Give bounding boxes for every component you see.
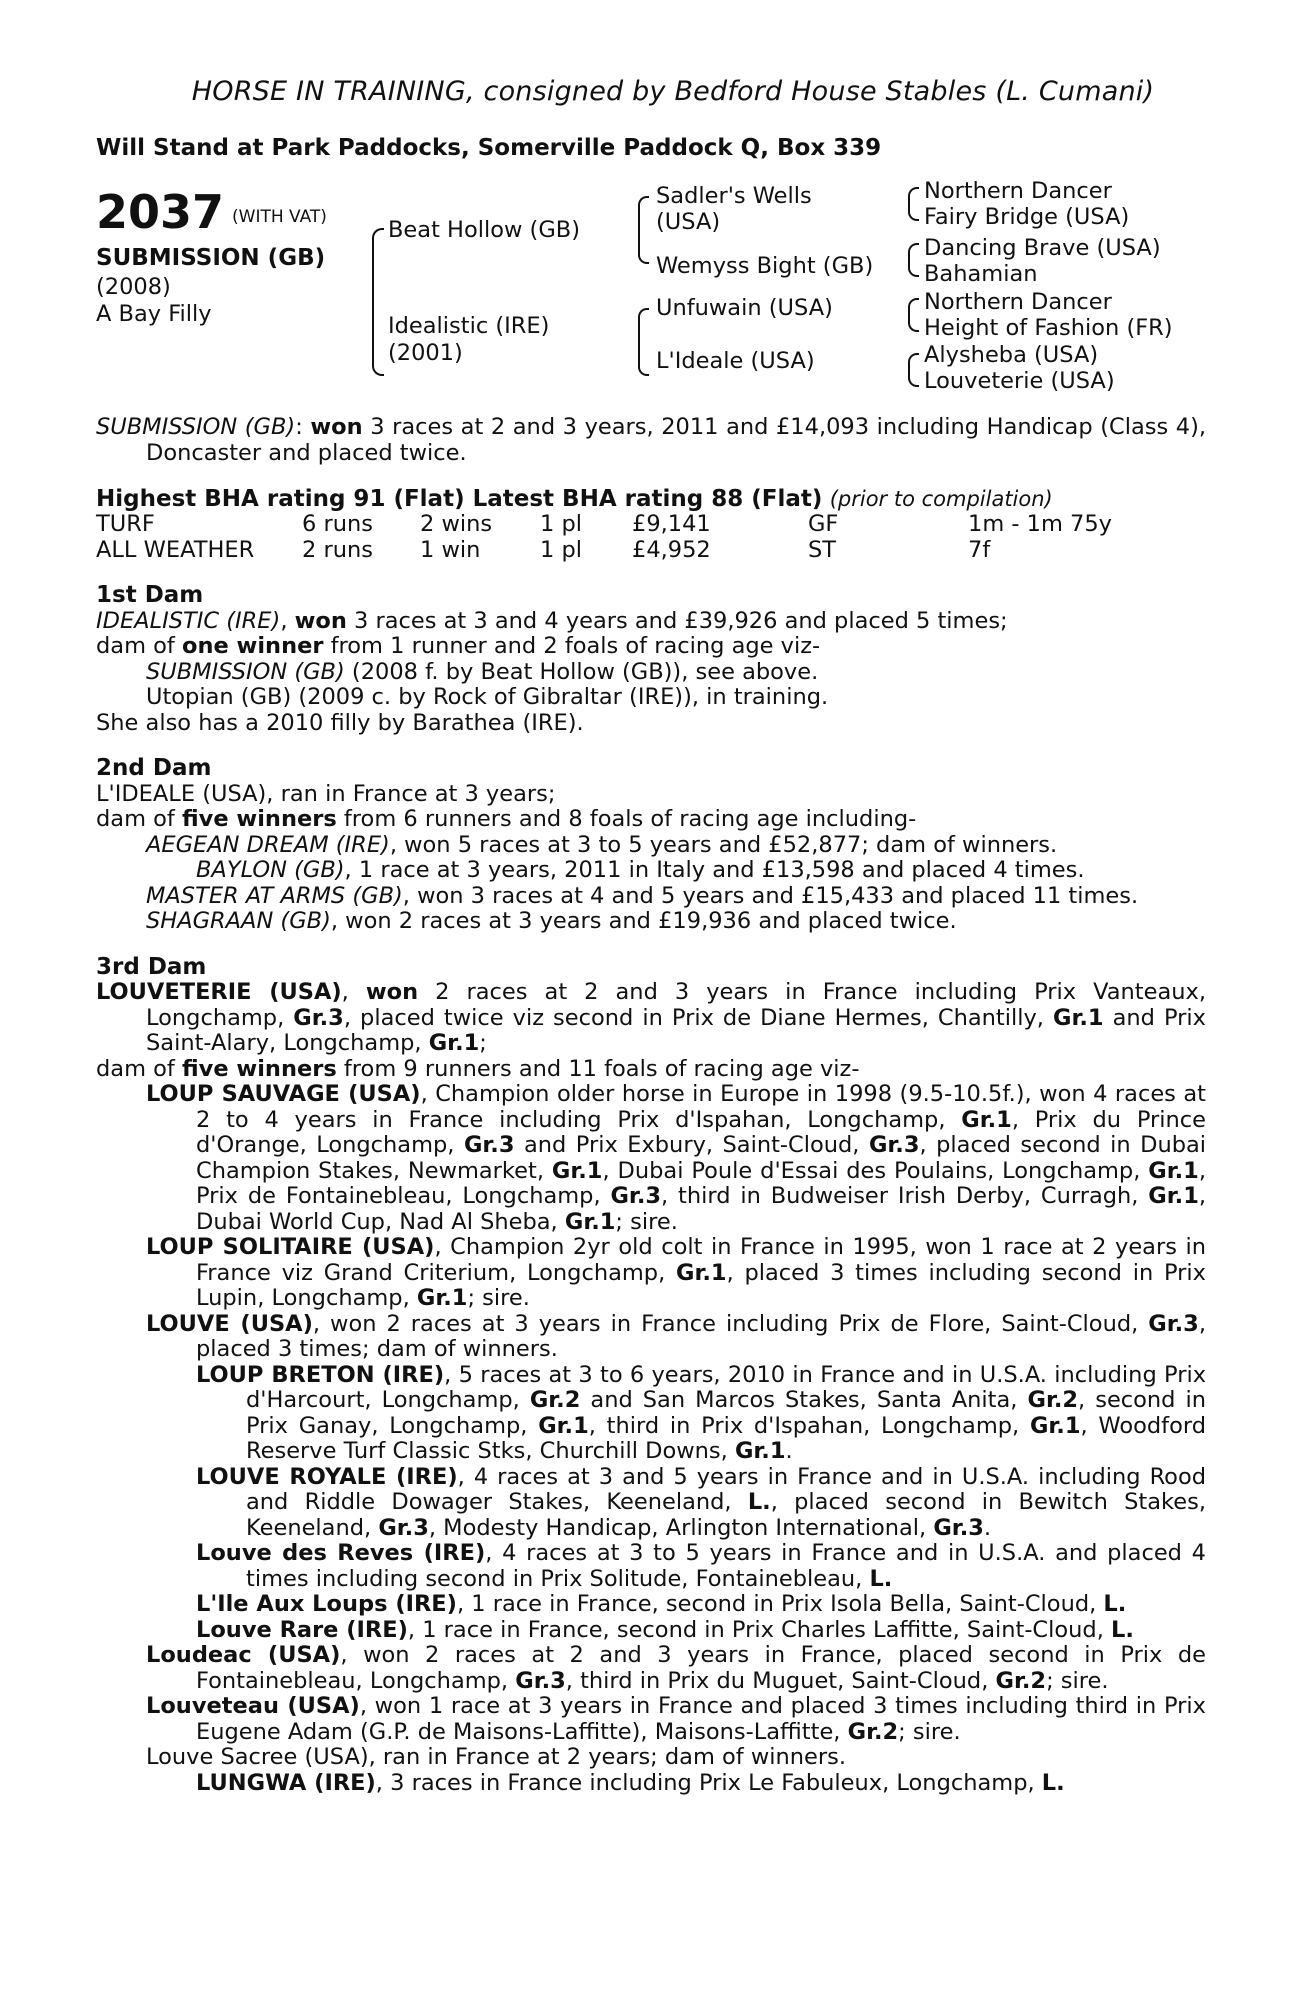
record-text: ; <box>479 1030 487 1056</box>
pedigree-dam-year: (2001) <box>388 340 463 366</box>
produce-text: , Champion older horse in Europe in 1998 (9.5-10.5f.), won 4 races at 2 to 4 years in France including Prix d'Ispahan, Longchamp, <box>196 1081 1206 1133</box>
grade-label: L. <box>1103 1591 1127 1617</box>
pedigree-brace-g4 <box>908 353 919 387</box>
rating-surface: TURF <box>96 511 155 537</box>
grade-label: Gr.3 <box>1148 1310 1199 1337</box>
grade-label: Gr.1 <box>551 1157 603 1184</box>
ratings-heading: Highest BHA rating 91 (Flat) Latest BHA rating 88 (Flat) <box>96 486 823 512</box>
third-dam-name: LOUVETERIE (USA) <box>96 979 342 1005</box>
summary-won: won <box>310 414 363 440</box>
produce-name: Louveteau (USA) <box>146 1693 360 1719</box>
pedigree-sire-sire-2: (USA) <box>656 209 721 235</box>
produce-text: , won 1 race at 3 years in France and placed 3 times including third in Prix Eugene Adam (G.P. de Maisons-Laffitte), Maisons-Laffitte, <box>196 1693 1206 1745</box>
ratings-section <box>96 486 1206 563</box>
foal-text: (2008 f. by Beat Hollow (GB)), see above. <box>351 658 819 685</box>
produce-text: , Prix du Prince d'Orange, Longchamp, <box>196 1106 1206 1158</box>
third-dam-winners: five winners <box>181 1055 337 1082</box>
grade-label: Gr.1 <box>1053 1004 1104 1031</box>
summary-paragraph: SUBMISSION (GB): won 3 races at 2 and 3 years, 2011 and £14,093 including Handicap (Class 4), Doncaster and placed twice. <box>96 414 1207 466</box>
pedigree-brace-g2 <box>908 243 919 277</box>
produce-text: , Prix de Fontainebleau, Longchamp, <box>196 1157 1206 1209</box>
produce-text: , won 3 races at 4 and 5 years and £15,433 and placed 11 times. <box>402 882 1139 909</box>
pedigree-g2: Fairy Bridge (USA) <box>924 204 1130 230</box>
rating-runs: 2 runs <box>302 536 373 563</box>
pedigree-sire-dam: Wemyss Bight (GB) <box>656 253 874 279</box>
produce-text: ; sire. <box>467 1285 530 1311</box>
stand-location: Will Stand at Park Paddocks, Somerville Paddock Q, Box 339 <box>96 135 882 161</box>
produce-text: , 1 race at 3 years, 2011 in Italy and £13,598 and placed 4 times. <box>344 857 1085 883</box>
first-dam-also: She also has a 2010 filly by Barathea (IRE). <box>96 709 584 736</box>
grade-label: Gr.3 <box>868 1132 920 1158</box>
produce-louve-rare <box>96 1618 1206 1644</box>
lot-year: (2008) <box>96 274 171 300</box>
first-dam-heading: 1st Dam <box>96 582 204 608</box>
produce-louve <box>96 1312 1206 1363</box>
produce-text: , 5 races at 3 to 6 years, 2010 in France and in U.S.A. including Prix d'Harcourt, Longchamp, <box>246 1361 1207 1413</box>
ratings-note: (prior to compilation) <box>829 487 1053 511</box>
second-dam-winners: five winners <box>181 806 337 832</box>
rating-prize: £4,952 <box>632 536 711 563</box>
pedigree-dam-name: Idealistic (IRE) <box>388 313 550 339</box>
third-dam-record: LOUVETERIE (USA), won 2 races at 2 and 3 years in France including Prix Vanteaux, Longchamp, Gr.3, placed twice viz second in Prix de Diane Hermes, Chantilly, Gr.1 and Prix Saint-Alary, Longchamp, Gr.1; <box>96 979 1206 1056</box>
produce-name: LOUP BRETON (IRE) <box>196 1361 445 1388</box>
page-title: HORSE IN TRAINING, consigned by Bedford House Stables (L. Cumani) <box>191 76 1155 107</box>
rating-distance: 7f <box>968 536 991 563</box>
grade-label: Gr.2 <box>1027 1387 1079 1413</box>
rating-wins: 2 wins <box>420 511 493 537</box>
rating-runs: 6 runs <box>302 511 373 537</box>
grade-label: Gr.2 <box>847 1718 899 1745</box>
produce-name: LOUP SAUVAGE (USA) <box>146 1081 421 1107</box>
record-text: 2 races at 2 and 3 years in France including Prix Vanteaux, Longchamp, <box>146 979 1206 1031</box>
grade-label: L. <box>1041 1769 1065 1796</box>
grade-label: Gr.1 <box>676 1259 727 1286</box>
produce-text: ; sire. <box>615 1208 678 1235</box>
summary-horse-name: SUBMISSION (GB) <box>96 414 296 440</box>
pedigree-dam-sire: Unfuwain (USA) <box>656 295 833 321</box>
pedigree-brace-sire <box>638 196 649 264</box>
grade-label: Gr.2 <box>995 1667 1047 1694</box>
grade-label: Gr.1 <box>734 1438 786 1464</box>
pedigree-g6: Height of Fashion (FR) <box>924 315 1173 341</box>
pedigree-g3: Dancing Brave (USA) <box>924 235 1161 261</box>
grade-label: Gr.1 <box>416 1285 468 1311</box>
pedigree-dam-dam: L'Ideale (USA) <box>656 348 815 374</box>
produce-text: . <box>785 1438 793 1464</box>
grade-label: Gr.1 <box>961 1106 1012 1133</box>
rating-going: ST <box>808 536 837 563</box>
pedigree-brace-main <box>372 228 384 376</box>
produce-text: , won 2 races at 3 years in France including Prix de Flore, Saint-Cloud, <box>312 1310 1139 1337</box>
grade-label: Gr.3 <box>378 1514 429 1541</box>
catalogue-page <box>96 76 1206 1796</box>
produce-text: , placed second in Dubai Champion Stakes, Newmarket, <box>196 1132 1207 1184</box>
grade-label: Gr.1 <box>1029 1412 1081 1439</box>
produce-text: , third in Prix d'Ispahan, Longchamp, <box>588 1412 1020 1439</box>
rating-placed: 1 pl <box>540 536 583 563</box>
rating-wins: 1 win <box>420 536 481 563</box>
pedigree-g7: Alysheba (USA) <box>924 342 1099 368</box>
pedigree-sire: Beat Hollow (GB) <box>388 217 580 243</box>
produce-louveteau <box>96 1694 1206 1745</box>
produce-name: Louve des Reves (IRE) <box>196 1540 486 1566</box>
second-dam-heading: 2nd Dam <box>96 755 212 781</box>
pedigree-g8: Louveterie (USA) <box>924 368 1115 394</box>
pedigree-sire-sire-1: Sadler's Wells <box>656 183 812 209</box>
rating-placed: 1 pl <box>540 511 583 537</box>
produce-name: L'Ile Aux Loups (IRE) <box>196 1591 457 1617</box>
foal-name: SUBMISSION (GB) <box>146 658 345 685</box>
third-dam-section <box>96 955 1206 1797</box>
produce-name: Louve Rare (IRE) <box>196 1616 408 1643</box>
pedigree-g5: Northern Dancer <box>924 289 1112 315</box>
first-dam-won: won <box>294 607 347 634</box>
grade-label: Gr.1 <box>538 1412 589 1439</box>
produce-name: BAYLON (GB) <box>196 857 345 883</box>
first-dam-text: 3 races at 3 and 4 years and £39,926 and placed 5 times; <box>354 607 1008 634</box>
first-dam-dam-of: dam of <box>96 633 175 659</box>
grade-label: Gr.1 <box>564 1208 616 1235</box>
produce-loup-solitaire <box>96 1235 1206 1312</box>
produce-text: and Prix Exbury, Saint-Cloud, <box>523 1132 860 1158</box>
grade-label: Gr.3 <box>515 1667 566 1694</box>
produce-name: MASTER AT ARMS (GB) <box>146 882 403 909</box>
produce-lungwa <box>96 1771 1206 1797</box>
produce-name: LUNGWA (IRE) <box>196 1769 376 1796</box>
produce-text: ; sire. <box>898 1718 961 1745</box>
produce-text: , 1 race in France, second in Prix Charles Laffitte, Saint-Cloud, <box>407 1616 1104 1643</box>
produce-text: , Dubai World Cup, Nad Al Sheba, <box>196 1183 1207 1235</box>
produce-text: , Dubai Poule d'Essai des Poulains, Longchamp, <box>602 1157 1141 1184</box>
grade-label: L. <box>1111 1616 1134 1643</box>
produce-text: , Woodford Reserve Turf Classic Stks, Churchill Downs, <box>246 1412 1206 1464</box>
second-dam-intro: L'IDEALE (USA), ran in France at 3 years; <box>96 780 556 807</box>
pedigree-g1: Northern Dancer <box>924 178 1112 204</box>
produce-text: , Modesty Handicap, Arlington International, <box>428 1514 927 1541</box>
produce-text: , 3 races in France including Prix Le Fabuleux, Longchamp, <box>375 1769 1035 1796</box>
produce-text: , placed 3 times including second in Prix Lupin, Longchamp, <box>196 1259 1207 1311</box>
produce-loudeac <box>96 1643 1206 1694</box>
produce-loup-breton <box>96 1363 1206 1465</box>
produce-text: , second in Prix Ganay, Longchamp, <box>246 1387 1206 1439</box>
vat-label: (WITH VAT) <box>232 207 327 227</box>
produce-louve-sacree: Louve Sacree (USA), ran in France at 2 years; dam of winners. <box>146 1744 847 1770</box>
foal-text: Utopian (GB) (2009 c. by Rock of Gibraltar (IRE)), in training. <box>146 684 829 710</box>
third-dam-heading: 3rd Dam <box>96 953 207 980</box>
produce-text: , Champion 2yr old colt in France in 1995, won 1 race at 2 years in France viz Grand Criterium, Longchamp, <box>196 1234 1206 1286</box>
third-dam-won: won <box>365 979 419 1005</box>
second-dam-dam-of: dam of <box>96 806 175 832</box>
grade-label: L. <box>747 1489 771 1515</box>
produce-text: , 4 races at 3 to 5 years in France and in U.S.A. and placed 4 times including second in Prix Solitude, Fontainebleau, <box>246 1540 1206 1592</box>
pedigree-brace-g1 <box>908 187 919 221</box>
record-text: and Prix Saint-Alary, Longchamp, <box>146 1004 1206 1056</box>
produce-name: SHAGRAAN (GB) <box>146 908 331 934</box>
grade-label: Gr.1 <box>428 1030 480 1056</box>
produce-text: , third in Prix du Muguet, Saint-Cloud, <box>565 1667 989 1694</box>
produce-text: , won 5 races at 3 to 5 years and £52,877; dam of winners. <box>389 831 1058 858</box>
produce-text: , 4 races at 3 and 5 years in France and in U.S.A. including Rood and Riddle Dowager Stakes, Keeneland, <box>246 1463 1207 1515</box>
grade-label: Gr.3 <box>463 1132 515 1158</box>
pedigree-block <box>96 178 1206 415</box>
lot-number: 2037 <box>96 185 225 239</box>
produce-name: LOUVE ROYALE (IRE) <box>196 1463 458 1490</box>
third-dam-dam-of: dam of <box>96 1055 175 1082</box>
lot-description: A Bay Filly <box>96 301 212 327</box>
produce-text: , won 2 races at 3 years and £19,936 and placed twice. <box>330 908 957 934</box>
first-dam-winners: one winner <box>181 633 324 659</box>
first-dam-foals: from 1 runner and 2 foals of racing age viz- <box>330 633 821 659</box>
produce-text: ; sire. <box>1046 1667 1109 1694</box>
grade-label: Gr.2 <box>529 1387 581 1413</box>
produce-text: , won 2 races at 2 and 3 years in France, placed second in Prix de Fontainebleau, Longchamp, <box>196 1642 1206 1694</box>
produce-louve-royale <box>96 1465 1206 1542</box>
produce-name: LOUP SOLITAIRE (USA) <box>146 1234 435 1260</box>
rating-prize: £9,141 <box>632 511 711 537</box>
grade-label: Gr.1 <box>1148 1157 1199 1184</box>
lot-name: SUBMISSION (GB) <box>96 245 326 271</box>
grade-label: Gr.3 <box>610 1183 662 1209</box>
first-dam-name: IDEALISTIC (IRE) <box>96 607 281 634</box>
produce-loup-sauvage <box>96 1082 1206 1235</box>
produce-text: . <box>983 1514 992 1541</box>
produce-name: Loudeac (USA) <box>146 1642 341 1668</box>
second-dam-foals: from 6 runners and 8 foals of racing age including- <box>343 806 917 832</box>
produce-louve-des-reves <box>96 1541 1206 1592</box>
third-dam-foals: from 9 runners and 11 foals of racing age viz- <box>343 1055 860 1082</box>
second-dam-section <box>96 756 1206 935</box>
rating-going: GF <box>808 511 839 537</box>
summary-text: 3 races at 2 and 3 years, 2011 and £14,093 including Handicap (Class 4), Doncaster and placed twice. <box>146 414 1207 466</box>
produce-text: , placed 3 times; dam of winners. <box>196 1310 1206 1362</box>
produce-lile-aux-loups <box>96 1592 1206 1618</box>
pedigree-brace-g3 <box>908 298 919 332</box>
produce-text: , third in Budweiser Irish Derby, Curragh, <box>661 1183 1139 1209</box>
rating-surface: ALL WEATHER <box>96 536 255 563</box>
grade-label: Gr.1 <box>1148 1183 1199 1209</box>
rating-distance: 1m - 1m 75y <box>968 511 1112 537</box>
pedigree-g4: Bahamian <box>924 261 1038 287</box>
record-text: , placed twice viz second in Prix de Diane Hermes, Chantilly, <box>343 1004 1044 1031</box>
produce-text: , 1 race in France, second in Prix Isola Bella, Saint-Cloud, <box>456 1591 1097 1617</box>
produce-text: and San Marcos Stakes, Santa Anita, <box>590 1387 1018 1413</box>
pedigree-brace-dam <box>638 308 649 376</box>
produce-text: , placed second in Bewitch Stakes, Keeneland, <box>246 1489 1206 1541</box>
grade-label: Gr.3 <box>933 1514 984 1541</box>
first-dam-section: 1st Dam IDEALISTIC (IRE), won 3 races at 3 and 4 years and £39,926 and placed 5 times; dam of one winner from 1 runner and 2 foals of racing age viz- SUBMISSION (GB) (2008 f. by Beat Hollow (GB)), see above. Utopian (GB) (2009 c. by Rock of Gibraltar (IRE)), in training. She also has a 2010 filly by Barathea (IRE). <box>96 583 1206 736</box>
produce-name: LOUVE (USA) <box>146 1310 313 1337</box>
ratings-row-all-weather <box>96 538 1206 564</box>
produce-name: AEGEAN DREAM (IRE) <box>146 831 390 858</box>
ratings-row-turf <box>96 512 1206 538</box>
grade-label: L. <box>869 1565 893 1592</box>
grade-label: Gr.3 <box>293 1004 344 1031</box>
